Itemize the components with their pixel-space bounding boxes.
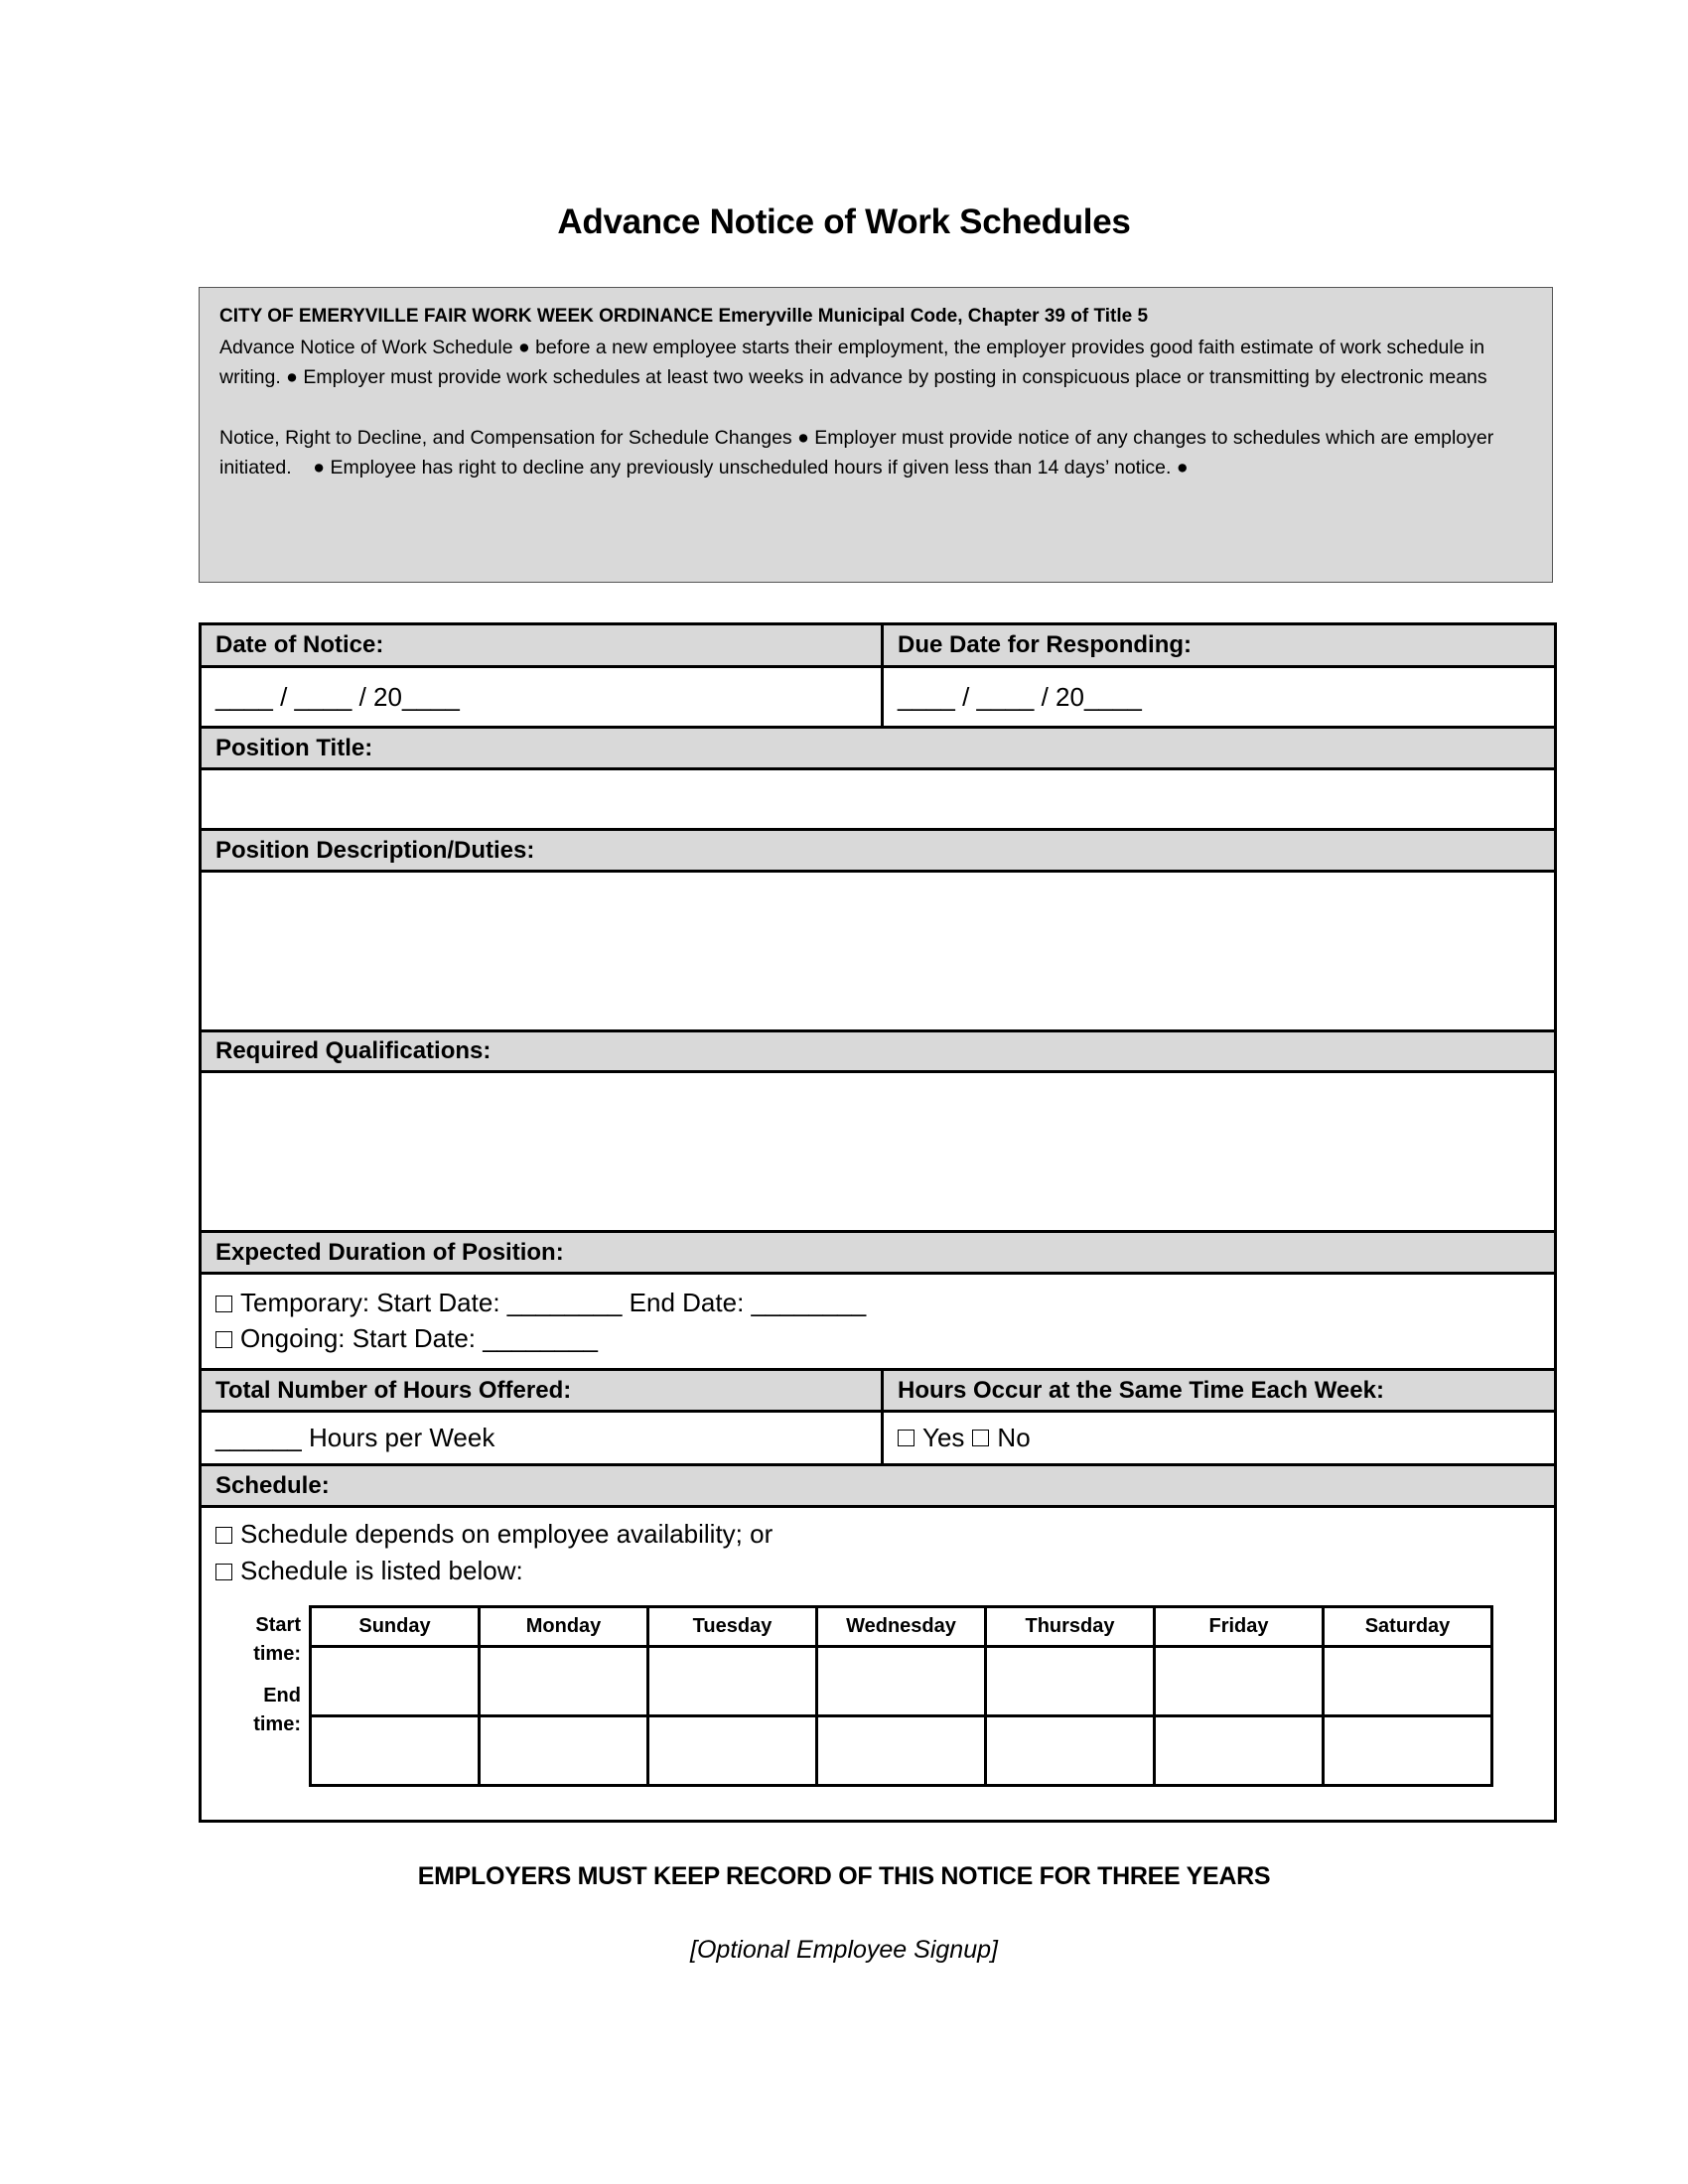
day-tuesday: Tuesday (648, 1607, 817, 1647)
ordinance-info-box (199, 287, 1553, 583)
start-time-saturday[interactable] (1324, 1647, 1492, 1716)
duration-option-ongoing[interactable]: Ongoing: Start Date: ________ (215, 1320, 1554, 1356)
schedule-body (202, 1505, 1554, 1820)
yes-label: Yes (922, 1423, 965, 1452)
checkbox-temporary[interactable] (215, 1296, 232, 1312)
record-keeping-note: EMPLOYERS MUST KEEP RECORD OF THIS NOTICE FOR THREE YEARS (417, 1862, 1271, 1890)
day-header-row (311, 1607, 1492, 1647)
date-of-notice-field[interactable]: ____ / ____ / 20____ (215, 681, 460, 712)
schedule-option-listed[interactable]: Schedule is listed below: (215, 1553, 1554, 1589)
day-sunday: Sunday (311, 1607, 480, 1647)
day-thursday: Thursday (986, 1607, 1155, 1647)
date-of-notice-label: Date of Notice: (215, 631, 384, 658)
start-time-wednesday[interactable] (817, 1647, 986, 1716)
ordinance-heading: CITY OF EMERYVILLE FAIR WORK WEEK ORDINANCE Emeryville Municipal Code, Chapter 39 of Title 5 (219, 306, 1149, 327)
checkbox-no[interactable] (972, 1430, 989, 1446)
position-description-field[interactable] (202, 870, 1554, 1029)
expected-duration-options (202, 1272, 1554, 1368)
start-time-row (311, 1647, 1492, 1716)
end-time-row (311, 1716, 1492, 1786)
end-time-sunday[interactable] (311, 1716, 480, 1786)
start-time-monday[interactable] (480, 1647, 648, 1716)
ordinance-paragraph-schedule-changes: Notice, Right to Decline, and Compensation for Schedule Changes ● Employer must provide notice of any changes to schedules which are employer initiated. ● Employee has right to decline any previously unscheduled hours if given less than 14 days’ notice. ● (219, 426, 1494, 478)
ordinance-paragraph-advance-notice: Advance Notice of Work Schedule ● before a new employee starts their employment, the employer provides good faith estimate of work schedule in writing. ● Employer must provide work schedules at least two weeks in advance by posting in conspicuous place or transmitting by electronic means (219, 336, 1487, 388)
hours-per-week-field[interactable]: ______ Hours per Week (215, 1423, 495, 1452)
page-title: Advance Notice of Work Schedules (557, 203, 1131, 241)
required-qualifications-label: Required Qualifications: (202, 1029, 1554, 1070)
checkbox-listed-below[interactable] (215, 1564, 232, 1580)
schedule-label: Schedule: (202, 1463, 1554, 1505)
spacer (219, 393, 1532, 423)
optional-employee-signup: [Optional Employee Signup] (690, 1936, 998, 1964)
start-time-sunday[interactable] (311, 1647, 480, 1716)
start-time-friday[interactable] (1155, 1647, 1324, 1716)
duration-option-temporary[interactable]: Temporary: Start Date: ________ End Date: ________ (215, 1285, 1554, 1320)
required-qualifications-field[interactable] (202, 1070, 1554, 1230)
hours-header-row (202, 1368, 1554, 1410)
end-time-friday[interactable] (1155, 1716, 1324, 1786)
day-wednesday: Wednesday (817, 1607, 986, 1647)
checkbox-availability[interactable] (215, 1527, 232, 1544)
position-title-field[interactable] (202, 767, 1554, 828)
start-time-tuesday[interactable] (648, 1647, 817, 1716)
same-time-options (881, 1413, 1554, 1463)
end-time-saturday[interactable] (1324, 1716, 1492, 1786)
checkbox-yes[interactable] (898, 1430, 914, 1446)
weekly-schedule-table (309, 1605, 1493, 1787)
hours-value-row (202, 1410, 1554, 1463)
checkbox-ongoing[interactable] (215, 1331, 232, 1348)
no-label: No (997, 1423, 1031, 1452)
day-monday: Monday (480, 1607, 648, 1647)
schedule-options (202, 1508, 1554, 1589)
notice-form (199, 622, 1557, 1823)
position-title-label: Position Title: (202, 726, 1554, 767)
end-time-wednesday[interactable] (817, 1716, 986, 1786)
same-time-label: Hours Occur at the Same Time Each Week: (881, 1371, 1554, 1410)
end-time-monday[interactable] (480, 1716, 648, 1786)
end-time-label: End time: (253, 1685, 301, 1735)
day-saturday: Saturday (1324, 1607, 1492, 1647)
position-description-label: Position Description/Duties: (202, 828, 1554, 870)
start-time-label: Start time: (253, 1614, 301, 1665)
due-date-label: Due Date for Responding: (881, 625, 1554, 665)
expected-duration-label: Expected Duration of Position: (202, 1230, 1554, 1272)
date-header-row (202, 625, 1554, 665)
due-date-field[interactable]: ____ / ____ / 20____ (881, 668, 1554, 726)
schedule-option-availability[interactable]: Schedule depends on employee availability; or (215, 1516, 1554, 1553)
date-value-row (202, 665, 1554, 726)
day-friday: Friday (1155, 1607, 1324, 1647)
end-time-thursday[interactable] (986, 1716, 1155, 1786)
total-hours-label: Total Number of Hours Offered: (215, 1376, 572, 1404)
start-time-thursday[interactable] (986, 1647, 1155, 1716)
end-time-tuesday[interactable] (648, 1716, 817, 1786)
